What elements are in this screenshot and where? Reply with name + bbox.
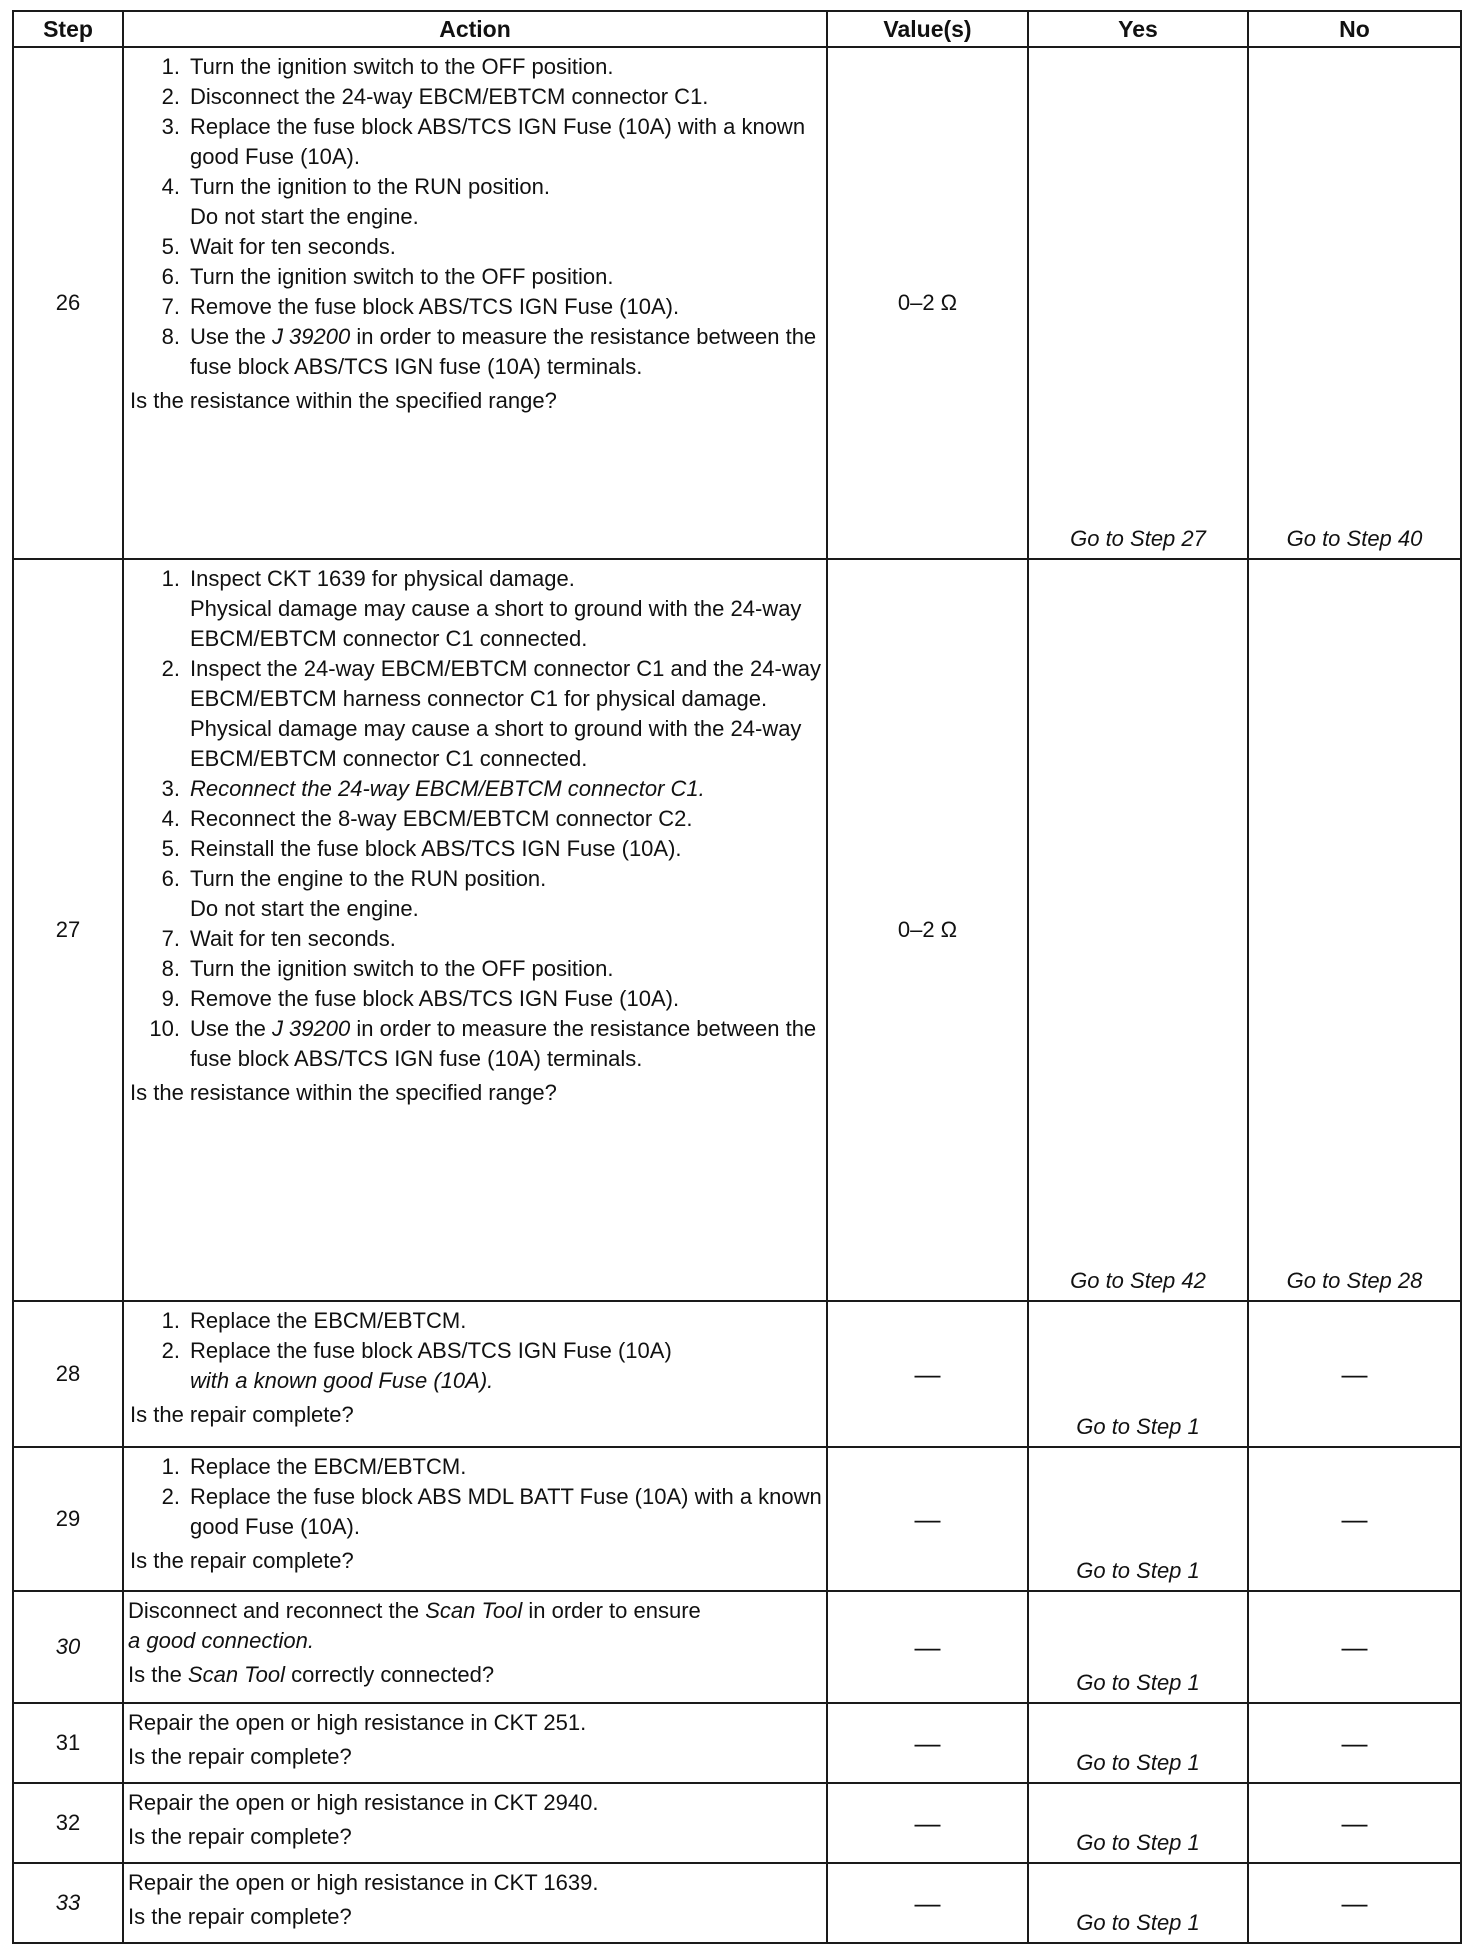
yes-cell: Go to Step 1 (1028, 1591, 1248, 1703)
action-item: 7. Remove the fuse block ABS/TCS IGN Fuse (10A). (161, 294, 680, 319)
action-cell (123, 559, 827, 1301)
step-number: 28 (13, 1301, 123, 1447)
table-row (13, 1783, 1461, 1863)
action-item: 1. Turn the ignition switch to the OFF position. (161, 54, 614, 79)
action-question: Is the resistance within the specified range? (130, 388, 557, 413)
step-number: 33 (13, 1863, 123, 1943)
action-note: Physical damage may cause a short to ground with the 24-way EBCM/EBTCM connector C1 connected. (190, 596, 802, 651)
step-number: 29 (13, 1447, 123, 1591)
no-cell: — (1248, 1301, 1461, 1447)
table-row (13, 1863, 1461, 1943)
tool-name: Scan Tool (425, 1598, 523, 1623)
action-item: 4. Turn the ignition to the RUN position. (161, 174, 550, 199)
value-cell: — (827, 1591, 1028, 1703)
tool-name: J 39200 (271, 1016, 351, 1041)
table-row (13, 1703, 1461, 1783)
step-number: 32 (13, 1783, 123, 1863)
action-item: 1. Inspect CKT 1639 for physical damage. (161, 566, 575, 591)
no-cell: — (1248, 1447, 1461, 1591)
yes-cell: Go to Step 1 (1028, 1863, 1248, 1943)
diagnostic-table-page (12, 10, 1460, 1944)
no-cell: Go to Step 28 (1248, 559, 1461, 1301)
step-number: 30 (13, 1591, 123, 1703)
header-row (13, 11, 1461, 47)
value-cell: 0–2 Ω (827, 47, 1028, 559)
action-note: Physical damage may cause a short to ground with the 24-way EBCM/EBTCM connector C1 connected. (190, 716, 802, 771)
step-number: 31 (13, 1703, 123, 1783)
action-question: Is the repair complete? (130, 1402, 354, 1427)
action-item: 2. Disconnect the 24-way EBCM/EBTCM connector C1. (161, 84, 709, 109)
header-yes: Yes (1028, 11, 1248, 47)
action-item: 2. Replace the fuse block ABS/TCS IGN Fuse (10A) with a known good Fuse (10A). (161, 1338, 672, 1393)
action-question: Is the repair complete? (128, 1824, 352, 1849)
action-item: 1. Replace the EBCM/EBTCM. (161, 1308, 467, 1333)
action-item: 6. Turn the engine to the RUN position. (161, 866, 547, 891)
tool-name: Scan Tool (187, 1662, 285, 1687)
value-cell: — (827, 1301, 1028, 1447)
no-cell: — (1248, 1783, 1461, 1863)
action-cell (123, 1783, 827, 1863)
action-item: 1. Replace the EBCM/EBTCM. (161, 1454, 467, 1479)
action-cell (123, 47, 827, 559)
no-cell: — (1248, 1591, 1461, 1703)
action-question: Is the repair complete? (130, 1548, 354, 1573)
step-number: 27 (13, 559, 123, 1301)
action-item: 5. Reinstall the fuse block ABS/TCS IGN Fuse (10A). (161, 836, 682, 861)
action-item: 10. Use the J 39200 in order to measure the resistance between the fuse block ABS/TCS IGN fuse (10A) terminals. (149, 1016, 817, 1071)
header-action: Action (123, 11, 827, 47)
action-item: 3. Replace the fuse block ABS/TCS IGN Fuse (10A) with a known good Fuse (10A). (161, 114, 806, 169)
yes-cell: Go to Step 1 (1028, 1447, 1248, 1591)
header-values: Value(s) (827, 11, 1028, 47)
value-cell: — (827, 1703, 1028, 1783)
no-cell: Go to Step 40 (1248, 47, 1461, 559)
header-no: No (1248, 11, 1461, 47)
action-note: Do not start the engine. (190, 896, 419, 921)
yes-cell: Go to Step 27 (1028, 47, 1248, 559)
action-item: 2. Inspect the 24-way EBCM/EBTCM connector C1 and the 24-way EBCM/EBTCM harness connector C1 for physical damage. (161, 656, 821, 711)
step-number: 26 (13, 47, 123, 559)
action-text: Repair the open or high resistance in CKT 1639. (128, 1870, 599, 1895)
yes-cell: Go to Step 1 (1028, 1301, 1248, 1447)
yes-cell: Go to Step 42 (1028, 559, 1248, 1301)
action-question: Is the repair complete? (128, 1904, 352, 1929)
action-item: 6. Turn the ignition switch to the OFF position. (161, 264, 614, 289)
table-row (13, 559, 1461, 1301)
action-cell (123, 1447, 827, 1591)
action-item: 7. Wait for ten seconds. (161, 926, 396, 951)
header-step: Step (13, 11, 123, 47)
action-question: Is the repair complete? (128, 1744, 352, 1769)
table-row (13, 47, 1461, 559)
action-item: 5. Wait for ten seconds. (161, 234, 396, 259)
action-item: 9. Remove the fuse block ABS/TCS IGN Fuse (10A). (161, 986, 680, 1011)
table-row (13, 1591, 1461, 1703)
value-cell: — (827, 1447, 1028, 1591)
action-note: Do not start the engine. (190, 204, 419, 229)
yes-cell: Go to Step 1 (1028, 1703, 1248, 1783)
action-text: Repair the open or high resistance in CKT 251. (128, 1710, 587, 1735)
action-cell (123, 1591, 827, 1703)
action-question: Is the resistance within the specified range? (130, 1080, 557, 1105)
value-cell: 0–2 Ω (827, 559, 1028, 1301)
action-text: a good connection. (128, 1628, 314, 1653)
action-question: Is the Scan Tool correctly connected? (128, 1662, 495, 1687)
action-item: 4. Reconnect the 8-way EBCM/EBTCM connector C2. (161, 806, 693, 831)
action-text: Disconnect and reconnect the Scan Tool in order to ensure (128, 1598, 701, 1623)
action-item: 3. Reconnect the 24-way EBCM/EBTCM connector C1. (161, 776, 705, 801)
value-cell: — (827, 1863, 1028, 1943)
action-cell (123, 1703, 827, 1783)
action-item: 2. Replace the fuse block ABS MDL BATT Fuse (10A) with a known good Fuse (10A). (161, 1484, 822, 1539)
table-row (13, 1301, 1461, 1447)
diagnostic-table (12, 10, 1462, 1944)
action-item: 8. Use the J 39200 in order to measure the resistance between the fuse block ABS/TCS IGN fuse (10A) terminals. (161, 324, 817, 379)
action-text: Repair the open or high resistance in CKT 2940. (128, 1790, 599, 1815)
action-item: 8. Turn the ignition switch to the OFF position. (161, 956, 614, 981)
no-cell: — (1248, 1863, 1461, 1943)
action-cell (123, 1863, 827, 1943)
tool-name: J 39200 (271, 324, 351, 349)
value-cell: — (827, 1783, 1028, 1863)
action-cell (123, 1301, 827, 1447)
no-cell: — (1248, 1703, 1461, 1783)
yes-cell: Go to Step 1 (1028, 1783, 1248, 1863)
table-row (13, 1447, 1461, 1591)
